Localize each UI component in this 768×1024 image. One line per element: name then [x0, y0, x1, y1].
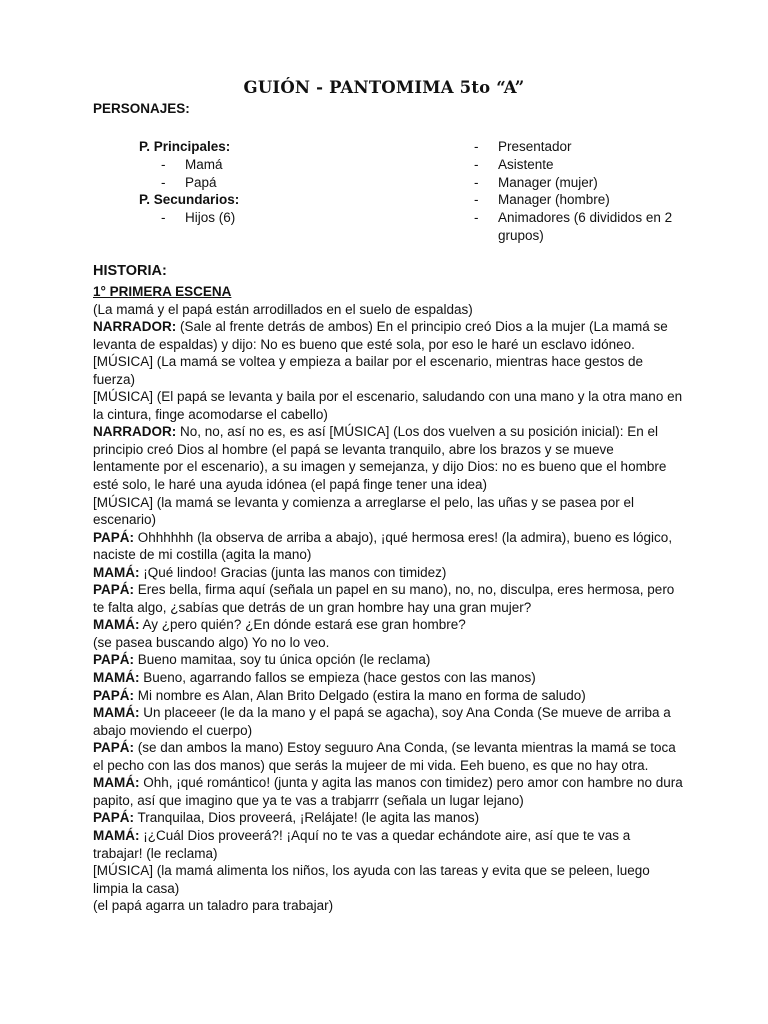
list-item: - Animadores (6 divididos en 2 grupos) [474, 210, 673, 243]
script-line: [MÚSICA] (la mamá alimenta los niños, los ayuda con las tareas y evita que se peleen, luego limpia la casa) [93, 863, 650, 896]
script-line: PAPÁ: Tranquilaa, Dios proveerá, ¡Relájate! (le agita las manos) [93, 810, 480, 826]
list-item: - Manager (hombre) [474, 192, 610, 208]
list-item: - Asistente [474, 156, 554, 172]
list-item: - Hijos (6) [161, 210, 236, 226]
scene-heading: 1° PRIMERA ESCENA [93, 284, 232, 299]
script-line: PAPÁ: Eres bella, firma aquí (señala un papel en su mano), no, no, disculpa, eres hermosa, pero te falta algo, ¿sabías que detrás de un gran hombre hay una gran mujer? [93, 582, 675, 615]
document-title: GUIÓN - PANTOMIMA 5to “A” [243, 78, 525, 97]
other-characters-column [474, 138, 684, 245]
script-line: MAMÁ: Ay ¿pero quién? ¿En dónde estará ese gran hombre? [93, 617, 466, 633]
secundarios-heading: P. Secundarios: [139, 192, 240, 208]
script-line: NARRADOR: (Sale al frente detrás de ambos) En el principio creó Dios a la mujer (La mamá se levanta de espaldas) y dijo: No es bueno que esté sola, por eso le haré un esclavo idóneo. [MÚSICA] (La mamá se voltea y empieza a bailar por el escenario, mientras hace gestos de fuerza) [93, 319, 668, 387]
script-line: MAMÁ: Un placeeer (le da la mano y el papá se agacha), soy Ana Conda (Se mueve de arriba a abajo moviendo el cuerpo) [93, 705, 671, 738]
list-item: - Papá [161, 174, 217, 190]
list-item: - Mamá [161, 156, 223, 172]
list-item: - Presentador [474, 139, 572, 154]
script-line: (se pasea buscando algo) Yo no lo veo. [93, 634, 330, 650]
list-item: - Manager (mujer) [474, 174, 598, 190]
historia-heading: HISTORIA: [93, 263, 167, 279]
script-line: (el papá agarra un taladro para trabajar) [93, 898, 334, 914]
script-line: [MÚSICA] (El papá se levanta y baila por el escenario, saludando con una mano y la otra mano en la cintura, finge acomodarse el cabello) [93, 389, 683, 422]
script-line: PAPÁ: Mi nombre es Alan, Alan Brito Delgado (estira la mano en forma de saludo) [93, 687, 586, 703]
principales-heading: P. Principales: [139, 139, 231, 154]
script-line: MAMÁ: ¡Qué lindoo! Gracias (junta las manos con timidez) [93, 564, 447, 580]
script-body [93, 283, 683, 915]
script-line: PAPÁ: (se dan ambos la mano) Estoy seguuro Ana Conda, (se levanta mientras la mamá se toca el pecho con las dos manos) que serás la mujeer de mi vida. Eeh bueno, es que no hay otra. [93, 740, 676, 773]
script-line: (La mamá y el papá están arrodillados en el suelo de espaldas) [93, 301, 473, 317]
script-line: MAMÁ: Bueno, agarrando fallos se empieza (hace gestos con las manos) [93, 670, 536, 686]
script-line: MAMÁ: ¡¿Cuál Dios proveerá?! ¡Aquí no te vas a quedar echándote aire, así que te vas a trabajar! (le reclama) [93, 827, 631, 861]
script-line: PAPÁ: Bueno mamitaa, soy tu única opción (le reclama) [93, 652, 431, 668]
script-line: [MÚSICA] (la mamá se levanta y comienza a arreglarse el pelo, las uñas y se pasea por el escenario) [93, 494, 635, 528]
script-line: PAPÁ: Ohhhhhh (la observa de arriba a abajo), ¡qué hermosa eres! (la admira), bueno es lógico, naciste de mi costilla (agita la mano) [93, 529, 673, 563]
main-characters-column [139, 138, 439, 227]
script-line: MAMÁ: Ohh, ¡qué romántico! (junta y agita las manos con timidez) pero amor con hambre no dura papito, así que imagino que ya te vas a trabjarrr (señala un lugar lejano) [93, 775, 683, 808]
personajes-heading: PERSONAJES: [93, 101, 190, 116]
script-line: NARRADOR: No, no, así no es, es así [MÚSICA] (Los dos vuelven a su posición inicial): En el principio creó Dios al hombre (el papá se levanta tranquilo, abre los brazos y se mueve lentamente por el escenario), a su imagen y semejanza, y dijo Dios: no es bueno que el hombre esté solo, le haré una ayuda idónea (el papá finge tener una idea) [93, 424, 667, 493]
